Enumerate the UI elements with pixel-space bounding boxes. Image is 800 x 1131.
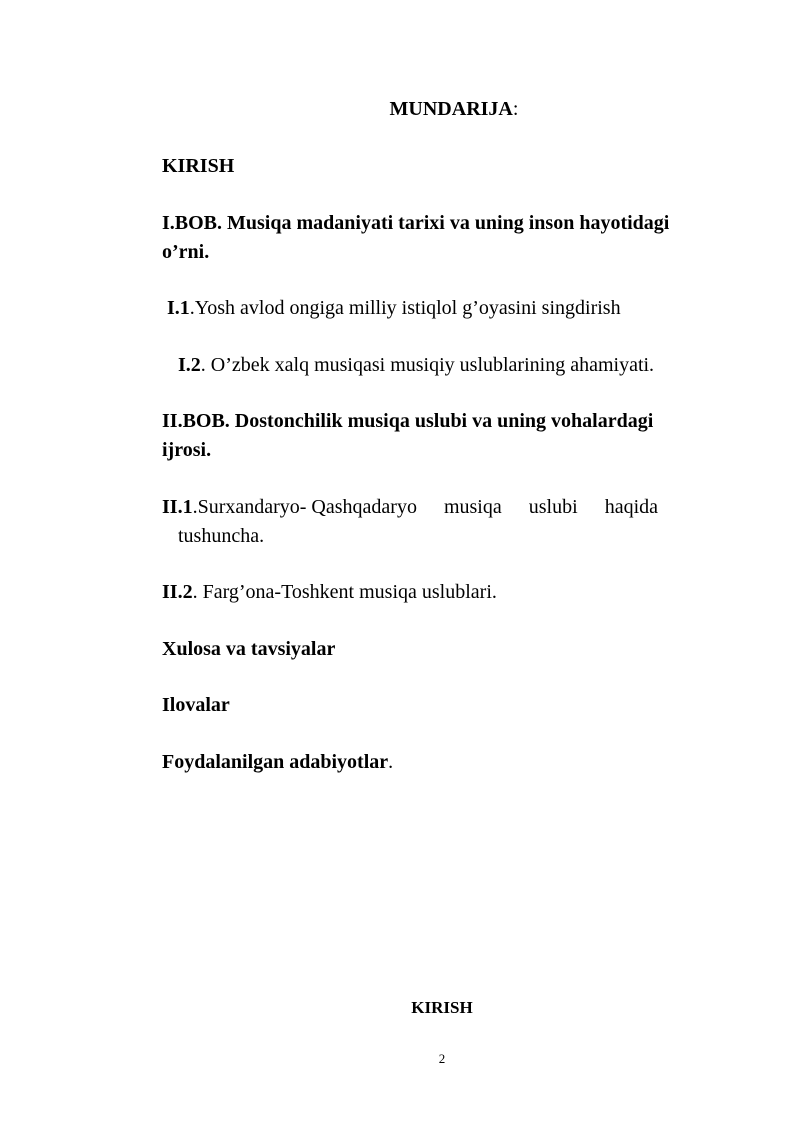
toc-section-2-1-line-2: tushuncha. [178,525,265,547]
toc-section-2-2 [162,578,497,607]
toc-chapter-2-line-2: ijrosi. [162,439,212,461]
toc-item-conclusion: Xulosa va tavsiyalar [162,638,336,660]
section-number: II.1 [162,496,193,518]
section-lead [162,493,417,522]
toc-item-introduction: KIRISH [162,155,235,177]
page-number: 2 [438,1051,446,1066]
section-word: .Surxandaryo- Qashqadaryo [192,496,417,518]
section-text: .Yosh avlod ongiga milliy istiqlol g’oyasini singdirish [189,297,621,319]
section-word: musiqa [443,496,502,518]
section-number: I.1 [167,297,190,319]
section-text: . Farg’ona-Toshkent musiqa uslublari. [192,581,497,603]
next-section-heading: KIRISH [411,998,473,1017]
title-colon: : [512,98,519,120]
toc-item-references: Foydalanilgan adabiyotlar. [162,751,394,773]
toc-chapter-2-line-1: II.BOB. Dostonchilik musiqa uslubi va uning vohalardagi [162,410,654,432]
section-number: II.2 [162,581,193,603]
section-word: uslubi [528,496,578,518]
toc-section-2-1-line-1 [162,493,658,522]
section-text: . O’zbek xalq musiqasi musiqiy uslublarining ahamiyati. [200,354,655,376]
toc-chapter-1-line-2: o’rni. [162,241,210,263]
section-word: haqida [604,496,658,518]
toc-chapter-1-line-1: I.BOB. Musiqa madaniyati tarixi va uning inson hayotidagi [162,212,670,234]
references-dot: . [388,751,394,773]
section-number: I.2 [178,354,201,376]
toc-item-appendix: Ilovalar [162,694,230,716]
toc-title: MUNDARIJA: [389,98,519,120]
toc-section-1-2 [178,351,654,380]
toc-section-1-1 [167,294,621,323]
